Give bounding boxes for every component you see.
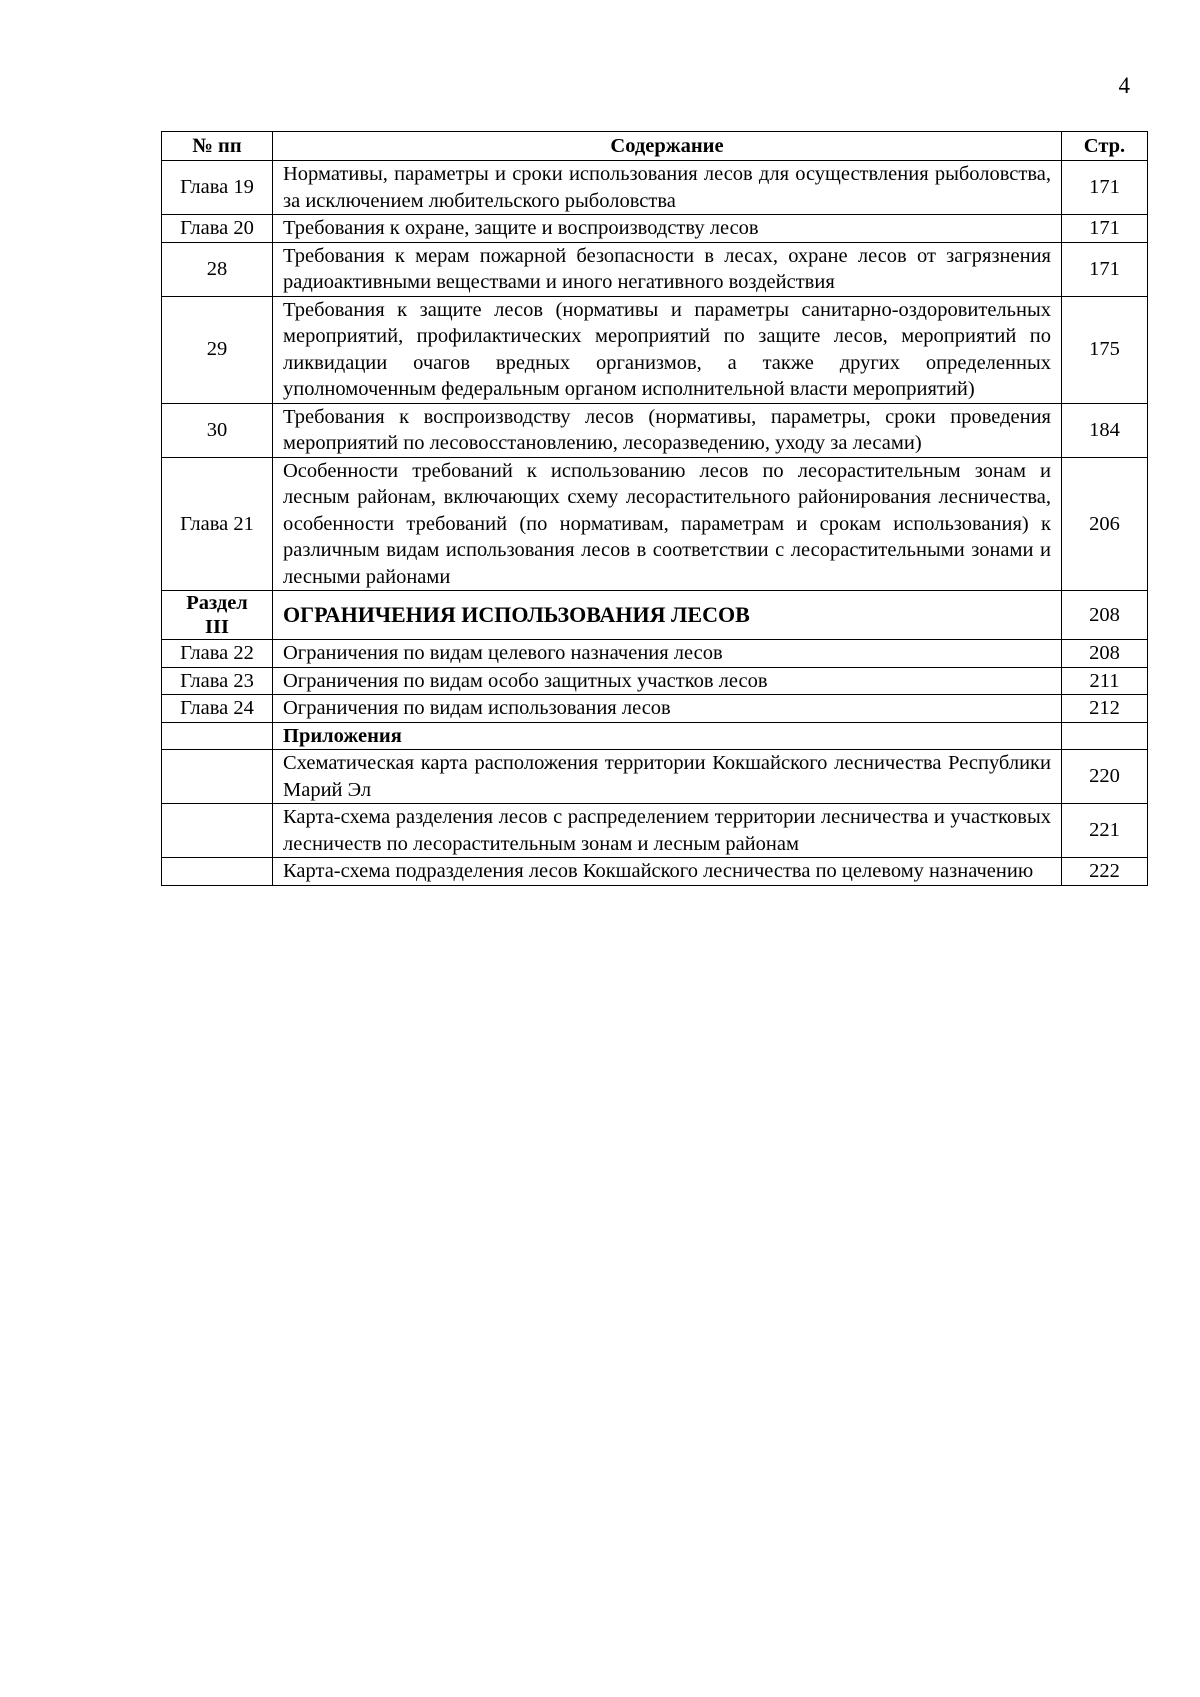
table-row (162, 403, 1148, 457)
row-content: Ограничения по видам целевого назначения лесов (273, 640, 1062, 668)
row-content: Требования к охране, защите и воспроизводству лесов (273, 215, 1062, 243)
row-content: Требования к воспроизводству лесов (нормативы, параметры, сроки проведения мероприятий по лесовосстановлению, лесоразведению, уходу за лесами) (273, 403, 1062, 457)
table-row (162, 667, 1148, 695)
row-num: Глава 24 (162, 695, 273, 723)
row-content: Требования к защите лесов (нормативы и параметры санитарно-оздоровительных мероприятий, профилактических мероприятий по защите лесов, мероприятий по ликвидации очагов вредных организмов, а также других определенных уполномоченным федеральным органом исполнительной власти мероприятий) (273, 296, 1062, 403)
table-row (162, 695, 1148, 723)
row-content: Ограничения по видам особо защитных участков лесов (273, 667, 1062, 695)
row-page: 206 (1062, 457, 1148, 591)
section-row (162, 591, 1148, 640)
row-num (162, 804, 273, 858)
section-title: ОГРАНИЧЕНИЯ ИСПОЛЬЗОВАНИЯ ЛЕСОВ (273, 591, 1062, 640)
row-page: 175 (1062, 296, 1148, 403)
table-of-contents (161, 131, 1148, 886)
header-num: № пп (162, 132, 273, 161)
row-num (162, 722, 273, 750)
row-content: Карта-схема разделения лесов с распределением территории лесничества и участковых лесничеств по лесорастительным зонам и лесным районам (273, 804, 1062, 858)
table-row (162, 215, 1148, 243)
table-row (162, 242, 1148, 296)
row-content: Карта-схема подразделения лесов Кокшайского лесничества по целевому назначению (273, 858, 1062, 886)
row-content: Ограничения по видам использования лесов (273, 695, 1062, 723)
row-num: 28 (162, 242, 273, 296)
row-num (162, 858, 273, 886)
table-row (162, 750, 1148, 804)
row-page: 184 (1062, 403, 1148, 457)
row-page: 171 (1062, 215, 1148, 243)
table-row (162, 858, 1148, 886)
table-row (162, 640, 1148, 668)
row-page: 212 (1062, 695, 1148, 723)
section-num: Раздел III (162, 591, 273, 640)
row-page: 208 (1062, 591, 1148, 640)
row-page: 171 (1062, 161, 1148, 215)
table-row (162, 161, 1148, 215)
header-page: Стр. (1062, 132, 1148, 161)
row-content: Требования к мерам пожарной безопасности в лесах, охране лесов от загрязнения радиоактивными веществами и иного негативного воздействия (273, 242, 1062, 296)
row-page: 221 (1062, 804, 1148, 858)
table-header-row (162, 132, 1148, 161)
row-num: Глава 23 (162, 667, 273, 695)
row-num: Глава 20 (162, 215, 273, 243)
row-content: Нормативы, параметры и сроки использования лесов для осуществления рыболовства, за исключением любительского рыболовства (273, 161, 1062, 215)
row-page: 220 (1062, 750, 1148, 804)
row-num: Глава 22 (162, 640, 273, 668)
row-page: 222 (1062, 858, 1148, 886)
row-content: Схематическая карта расположения территории Кокшайского лесничества Республики Марий Эл (273, 750, 1062, 804)
table-row (162, 457, 1148, 591)
row-num: 30 (162, 403, 273, 457)
row-content: Особенности требований к использованию лесов по лесорастительным зонам и лесным районам, включающих схему лесорастительного районирования лесничества, особенности требований (по нормативам, параметрам и срокам использования) к различным видам использования лесов в соответствии с лесорастительными зонами и лесными районами (273, 457, 1062, 591)
header-content: Содержание (273, 132, 1062, 161)
row-page: 171 (1062, 242, 1148, 296)
row-num (162, 750, 273, 804)
row-num: Глава 21 (162, 457, 273, 591)
row-num: 29 (162, 296, 273, 403)
row-page: 211 (1062, 667, 1148, 695)
table-row (162, 804, 1148, 858)
row-page: 208 (1062, 640, 1148, 668)
appendix-heading: Приложения (273, 722, 1062, 750)
appendix-heading-row (162, 722, 1148, 750)
row-num: Глава 19 (162, 161, 273, 215)
row-page (1062, 722, 1148, 750)
table-row (162, 296, 1148, 403)
page-number: 4 (1118, 73, 1130, 98)
